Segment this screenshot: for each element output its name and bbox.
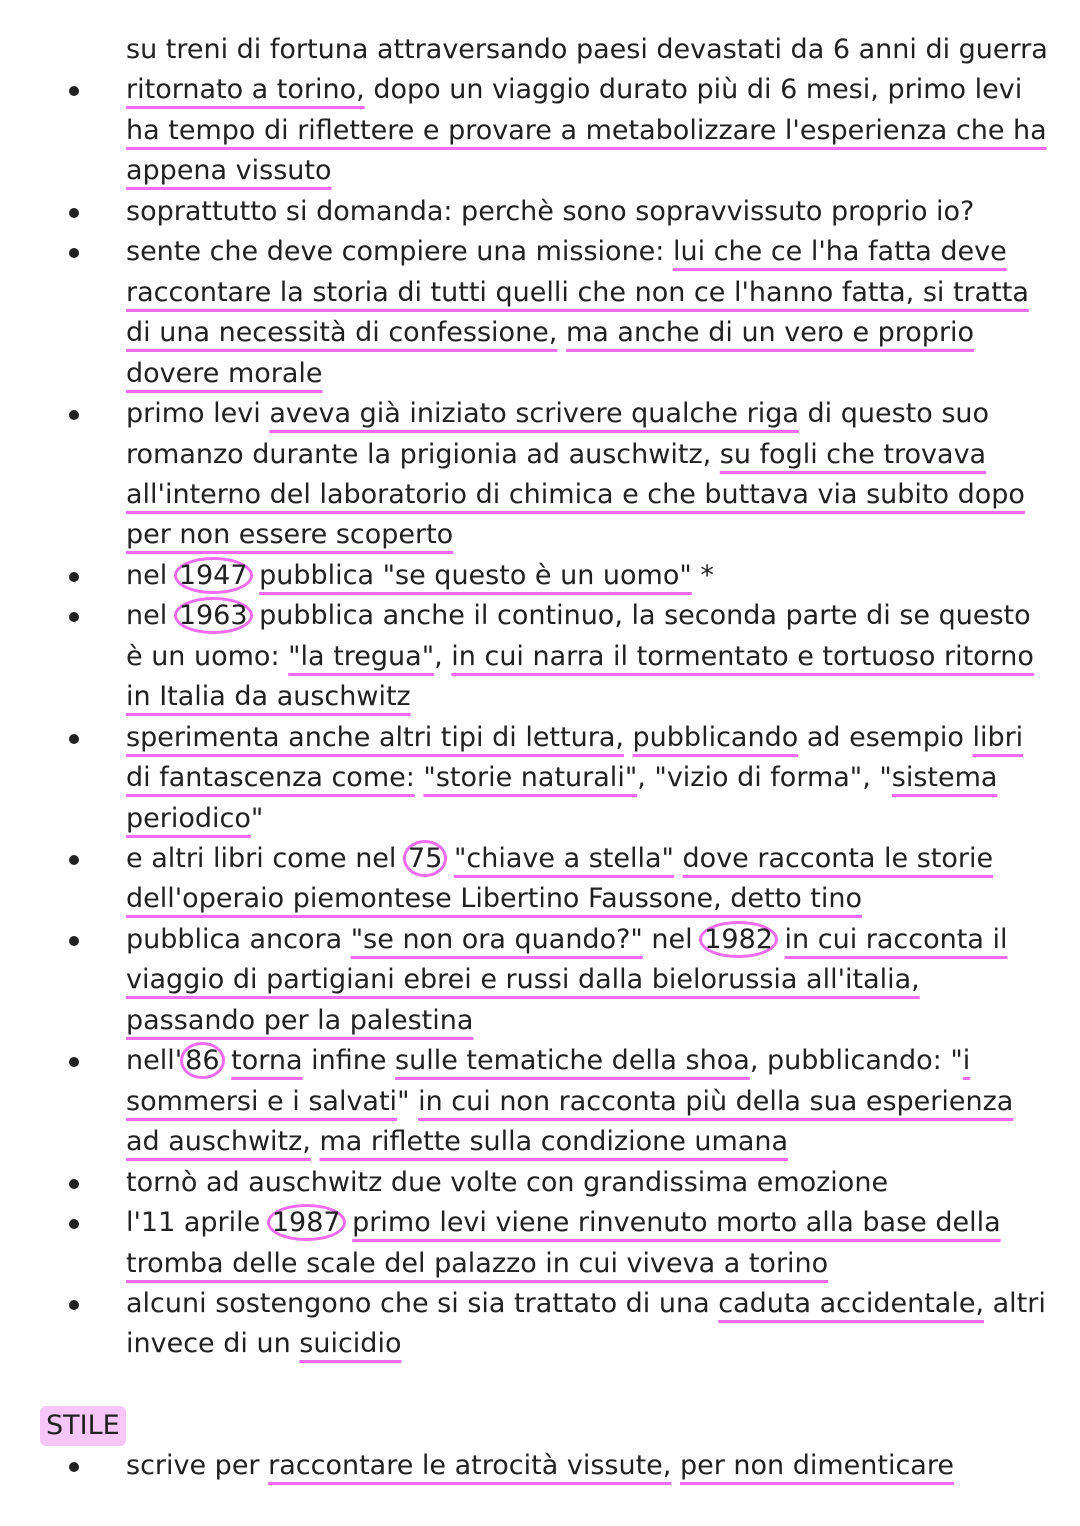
line-text xyxy=(557,317,566,348)
line-text: , xyxy=(434,641,452,672)
underlined-text: in cui narra il tormentato e tortuoso ritorno xyxy=(451,641,1034,672)
line-text: scrive per xyxy=(126,1450,269,1481)
line-text xyxy=(445,843,454,874)
line-text: nel xyxy=(126,560,176,591)
bullet-dot xyxy=(69,1462,79,1472)
line-text xyxy=(671,1450,680,1481)
line-text: sente che deve compiere una missione: xyxy=(126,236,673,267)
line-text: nell' xyxy=(126,1045,183,1076)
line-text: su treni di fortuna attraversando paesi devastati da 6 anni di guerra xyxy=(126,34,1048,65)
note-line xyxy=(126,1122,788,1162)
note-line xyxy=(126,718,1023,758)
underlined-text: libri xyxy=(972,722,1024,753)
underlined-text: "se non ora quando?" xyxy=(350,924,643,955)
underlined-text: ma riflette sulla condizione umana xyxy=(319,1126,789,1157)
line-text: l'11 aprile xyxy=(126,1207,269,1238)
line-text xyxy=(674,843,683,874)
line-text: alcuni sostengono che si sia trattato di una xyxy=(126,1288,719,1319)
note-line xyxy=(126,677,411,717)
underlined-text: aveva già iniziato scrivere qualche riga xyxy=(269,398,799,429)
underlined-text: ad auschwitz, xyxy=(126,1126,311,1157)
note-line xyxy=(126,1001,473,1041)
note-line xyxy=(126,960,920,1000)
underlined-text: sperimenta anche altri tipi di lettura, xyxy=(126,722,624,753)
line-text xyxy=(251,560,260,591)
underlined-text: dell'operaio piemontese Libertino Faussone, detto tino xyxy=(126,883,863,914)
underlined-text: ha tempo di riflettere e provare a metabolizzare l'esperienza che ha xyxy=(126,115,1047,146)
note-line xyxy=(126,30,1048,70)
section-heading-stile: STILE xyxy=(40,1406,126,1446)
underlined-text: sistema xyxy=(891,762,998,793)
note-line xyxy=(126,515,453,555)
bullet-dot xyxy=(69,86,79,96)
line-text: " xyxy=(250,803,264,834)
note-line xyxy=(126,151,332,191)
underlined-text: raccontare la storia di tutti quelli che non ce l'hanno fatta, si tratta xyxy=(126,277,1029,308)
line-text: primo levi xyxy=(126,398,270,429)
note-line xyxy=(126,920,1007,960)
note-line xyxy=(126,1163,888,1203)
line-text xyxy=(344,1207,353,1238)
line-text: altri xyxy=(984,1288,1046,1319)
bullet-dot xyxy=(69,1219,79,1229)
line-text: infine xyxy=(302,1045,396,1076)
bullet-dot xyxy=(69,572,79,582)
underlined-text: sommersi e i salvati xyxy=(126,1086,398,1117)
note-line xyxy=(126,192,974,232)
note-line xyxy=(126,637,1034,677)
line-text: , "vizio di forma", " xyxy=(637,762,892,793)
line-text: è un uomo: xyxy=(126,641,289,672)
note-line xyxy=(126,70,1022,110)
note-line xyxy=(126,758,997,798)
line-text: soprattutto si domanda: perchè sono sopravvissuto proprio io? xyxy=(126,196,975,227)
bullet-dot xyxy=(69,1300,79,1310)
bullet-dot xyxy=(69,208,79,218)
note-line xyxy=(126,596,1031,636)
line-text: invece di un xyxy=(126,1328,300,1359)
bullet-dot xyxy=(69,248,79,258)
note-line xyxy=(126,1082,1013,1122)
note-line xyxy=(126,1041,970,1081)
underlined-text: "storie naturali" xyxy=(423,762,638,793)
note-line xyxy=(126,556,714,596)
bullet-dot xyxy=(69,936,79,946)
underlined-text: su fogli che trovava xyxy=(719,439,987,470)
note-line xyxy=(126,232,1007,272)
line-text: * xyxy=(691,560,714,591)
underlined-text: dovere morale xyxy=(126,358,323,389)
line-text: " xyxy=(397,1086,419,1117)
line-text: tornò ad auschwitz due volte con grandissima emozione xyxy=(126,1167,889,1198)
note-line xyxy=(126,111,1047,151)
note-line xyxy=(126,435,986,475)
note-line xyxy=(126,313,974,353)
underlined-text: i xyxy=(962,1045,971,1076)
underlined-text: suicidio xyxy=(299,1328,402,1359)
underlined-text: ritornato a torino, xyxy=(126,74,365,105)
circled-year: 1963 xyxy=(174,597,253,634)
line-text: pubblica anche il continuo, la seconda parte di se questo xyxy=(250,600,1031,631)
underlined-text: passando per la palestina xyxy=(126,1005,474,1036)
underlined-text: pubblicando xyxy=(632,722,799,753)
underlined-text: di fantascenza come: xyxy=(126,762,415,793)
underlined-text: ma anche di un vero e proprio xyxy=(565,317,975,348)
line-text: dopo un viaggio durato più di 6 mesi, primo levi xyxy=(364,74,1023,105)
line-text xyxy=(624,722,633,753)
line-text: di questo suo xyxy=(798,398,990,429)
underlined-text: raccontare le atrocità vissute, xyxy=(268,1450,672,1481)
underlined-text: pubblica "se questo è un uomo" xyxy=(259,560,692,591)
underlined-text: viaggio di partigiani ebrei e russi dalla bielorussia all'italia, xyxy=(126,964,920,995)
note-line xyxy=(126,799,263,839)
underlined-text: dove racconta le storie xyxy=(682,843,994,874)
line-text: nel xyxy=(642,924,702,955)
underlined-text: caduta accidentale, xyxy=(718,1288,985,1319)
bullet-dot xyxy=(69,1057,79,1067)
bullet-dot xyxy=(69,612,79,622)
bullet-dot xyxy=(69,734,79,744)
underlined-text: sulle tematiche della shoa xyxy=(395,1045,750,1076)
underlined-text: di una necessità di confessione, xyxy=(126,317,558,348)
underlined-text: per non essere scoperto xyxy=(126,519,454,550)
note-line xyxy=(126,475,1025,515)
underlined-text: per non dimenticare xyxy=(679,1450,954,1481)
line-text: nel xyxy=(126,600,176,631)
line-text xyxy=(776,924,785,955)
note-line xyxy=(126,1244,828,1284)
circled-year: 75 xyxy=(403,840,447,877)
underlined-text: in cui non racconta più della sua esperienza xyxy=(418,1086,1014,1117)
bullet-dot xyxy=(69,1179,79,1189)
underlined-text: primo levi viene rinvenuto morto alla base della xyxy=(352,1207,1001,1238)
note-line xyxy=(126,354,323,394)
underlined-text: "la tregua" xyxy=(288,641,435,672)
circled-year: 1947 xyxy=(174,557,253,594)
underlined-text: in cui racconta il xyxy=(784,924,1008,955)
circled-year: 1982 xyxy=(699,921,778,958)
underlined-text: lui che ce l'ha fatta deve xyxy=(672,236,1007,267)
underlined-text: periodico xyxy=(126,803,251,834)
note-line xyxy=(126,839,993,879)
underlined-text: tromba delle scale del palazzo in cui viveva a torino xyxy=(126,1248,829,1279)
underlined-text: appena vissuto xyxy=(126,155,332,186)
note-line xyxy=(126,1446,954,1486)
circled-year: 86 xyxy=(180,1042,224,1079)
line-text: e altri libri come nel xyxy=(126,843,406,874)
bullet-dot xyxy=(69,855,79,865)
note-line xyxy=(126,1284,1046,1324)
underlined-text: in Italia da auschwitz xyxy=(126,681,411,712)
line-text: pubblica ancora xyxy=(126,924,351,955)
note-line xyxy=(126,1203,1001,1243)
line-text: ad esempio xyxy=(798,722,973,753)
underlined-text: "chiave a stella" xyxy=(453,843,674,874)
underlined-text: torna xyxy=(231,1045,303,1076)
note-line xyxy=(126,879,862,919)
bullet-dot xyxy=(69,410,79,420)
line-text xyxy=(223,1045,232,1076)
line-text: , pubblicando: " xyxy=(749,1045,963,1076)
note-line xyxy=(126,1324,401,1364)
line-text: romanzo durante la prigionia ad auschwitz, xyxy=(126,439,720,470)
circled-year: 1987 xyxy=(267,1204,346,1241)
note-line xyxy=(126,394,989,434)
underlined-text: all'interno del laboratorio di chimica e che buttava via subito dopo xyxy=(126,479,1025,510)
note-line xyxy=(126,273,1029,313)
